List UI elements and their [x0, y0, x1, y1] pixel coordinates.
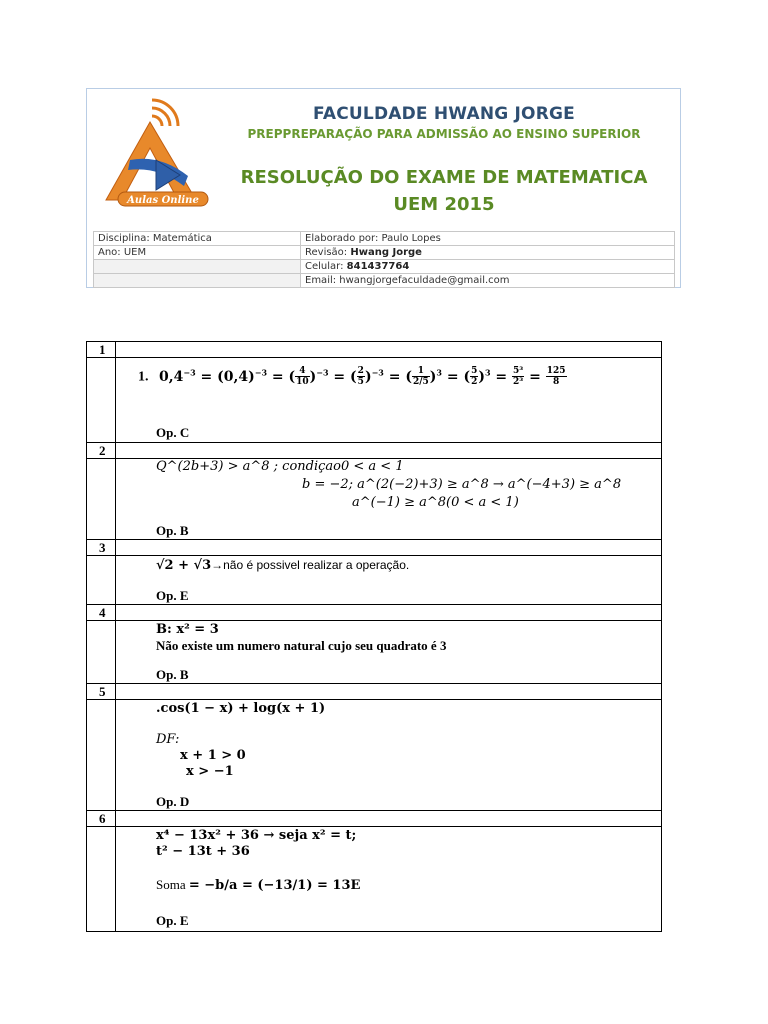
q5-line2: DF: — [156, 732, 180, 747]
prep-line: PREPPREPARAÇÃO PARA ADMISSÃO AO ENSINO SUPERIOR — [247, 127, 641, 141]
logo-text: Aulas Online — [127, 195, 199, 206]
question-row — [87, 459, 662, 540]
answers-table — [86, 341, 662, 932]
question-number: 5 — [87, 684, 116, 700]
question-row — [87, 700, 662, 811]
exam-title-line2: UEM 2015 — [393, 194, 495, 215]
q1-answer: Op. C — [156, 425, 190, 440]
q3-text: →não é possivel realizar a operação. — [211, 558, 410, 572]
q4-line1: B: x² = 3 — [156, 622, 219, 637]
q1-expression: 1. $0,4^{-3} = (0,4)^{-3}$ = ( $\frac{4}{10}$ )$^{-3}$ = ( $\frac{2}{5}$ )$^{-3}$ = ( $\frac{1}{2/5}$ )$^3$ = ( $\frac{5}{2}$ )$^3$ = $\frac{\text{5³}}{\text{2³}}$ = $\frac{125}{8}$ — [138, 366, 566, 387]
q3-answer: Op. E — [156, 588, 189, 603]
question-row — [87, 358, 662, 443]
aulas-online-logo — [100, 96, 214, 210]
q6-line1: x⁴ − 13x² + 36 → seja x² = t; — [156, 828, 357, 843]
q3-line1 — [156, 557, 409, 573]
question-row — [87, 827, 662, 932]
q5-answer: Op. D — [156, 794, 190, 809]
question-number: 2 — [87, 443, 116, 459]
question-number: 6 — [87, 811, 116, 827]
question-6-body — [116, 827, 662, 932]
q4-answer: Op. B — [156, 667, 189, 682]
question-number-row — [87, 540, 662, 556]
revisao-value: Hwang Jorge — [350, 247, 422, 258]
question-4-body — [116, 621, 662, 684]
question-3-body — [116, 556, 662, 605]
q2-line2: b = −2; a^(2(−2)+3) ≥ a^8 → a^(−4+3) ≥ a^8 — [302, 477, 622, 492]
celular-label: Celular: — [305, 261, 344, 272]
question-row — [87, 556, 662, 605]
question-row — [87, 621, 662, 684]
q6-soma-label: Soma — [156, 877, 186, 892]
q6-line2: t² − 13t + 36 — [156, 844, 250, 859]
q4-line2: Não existe um numero natural cujo seu quadrato é 3 — [156, 638, 447, 653]
question-1-body — [116, 358, 662, 443]
question-number: 1 — [87, 342, 116, 358]
q6-soma-expr: = −b/a = (−13/1) = 13E — [188, 878, 361, 893]
question-number-row — [87, 342, 662, 358]
empty-cell — [94, 260, 301, 274]
question-number-row — [87, 684, 662, 700]
q5-line4: x > −1 — [186, 764, 234, 779]
q3-expression: √2 + √3 — [156, 558, 212, 573]
question-number-row — [87, 443, 662, 459]
question-number: 3 — [87, 540, 116, 556]
celular-value: 841437764 — [346, 261, 410, 272]
q2-line1: Q^(2b+3) > a^8 ; condiçao0 < a < 1 — [156, 459, 404, 474]
question-number-row — [87, 811, 662, 827]
elaborado-cell: Elaborado por: Paulo Lopes — [301, 232, 675, 246]
email-cell: Email: hwangjorgefaculdade@gmail.com — [301, 274, 675, 288]
q6-line3 — [156, 877, 360, 893]
question-2-body — [116, 459, 662, 540]
info-table — [93, 231, 675, 288]
question-number: 4 — [87, 605, 116, 621]
q1-prefix: 1. — [138, 369, 149, 385]
exam-title-line1: RESOLUÇÃO DO EXAME DE MATEMATICA — [240, 167, 648, 188]
q5-line1: .cos(1 − x) + log(x + 1) — [156, 701, 326, 716]
school-name: FACULDADE HWANG JORGE — [313, 104, 575, 124]
q2-line3: a^(−1) ≥ a^8(0 < a < 1) — [352, 495, 519, 510]
revisao-cell — [301, 246, 675, 260]
question-5-body — [116, 700, 662, 811]
question-number-row — [87, 605, 662, 621]
empty-cell — [94, 274, 301, 288]
celular-cell — [301, 260, 675, 274]
q6-answer: Op. E — [156, 913, 189, 928]
q2-answer: Op. B — [156, 523, 189, 538]
disciplina-cell: Disciplina: Matemática — [94, 232, 301, 246]
q5-line3: x + 1 > 0 — [180, 748, 246, 763]
exam-title — [214, 164, 674, 218]
revisao-label: Revisão: — [305, 247, 348, 258]
ano-cell: Ano: UEM — [94, 246, 301, 260]
